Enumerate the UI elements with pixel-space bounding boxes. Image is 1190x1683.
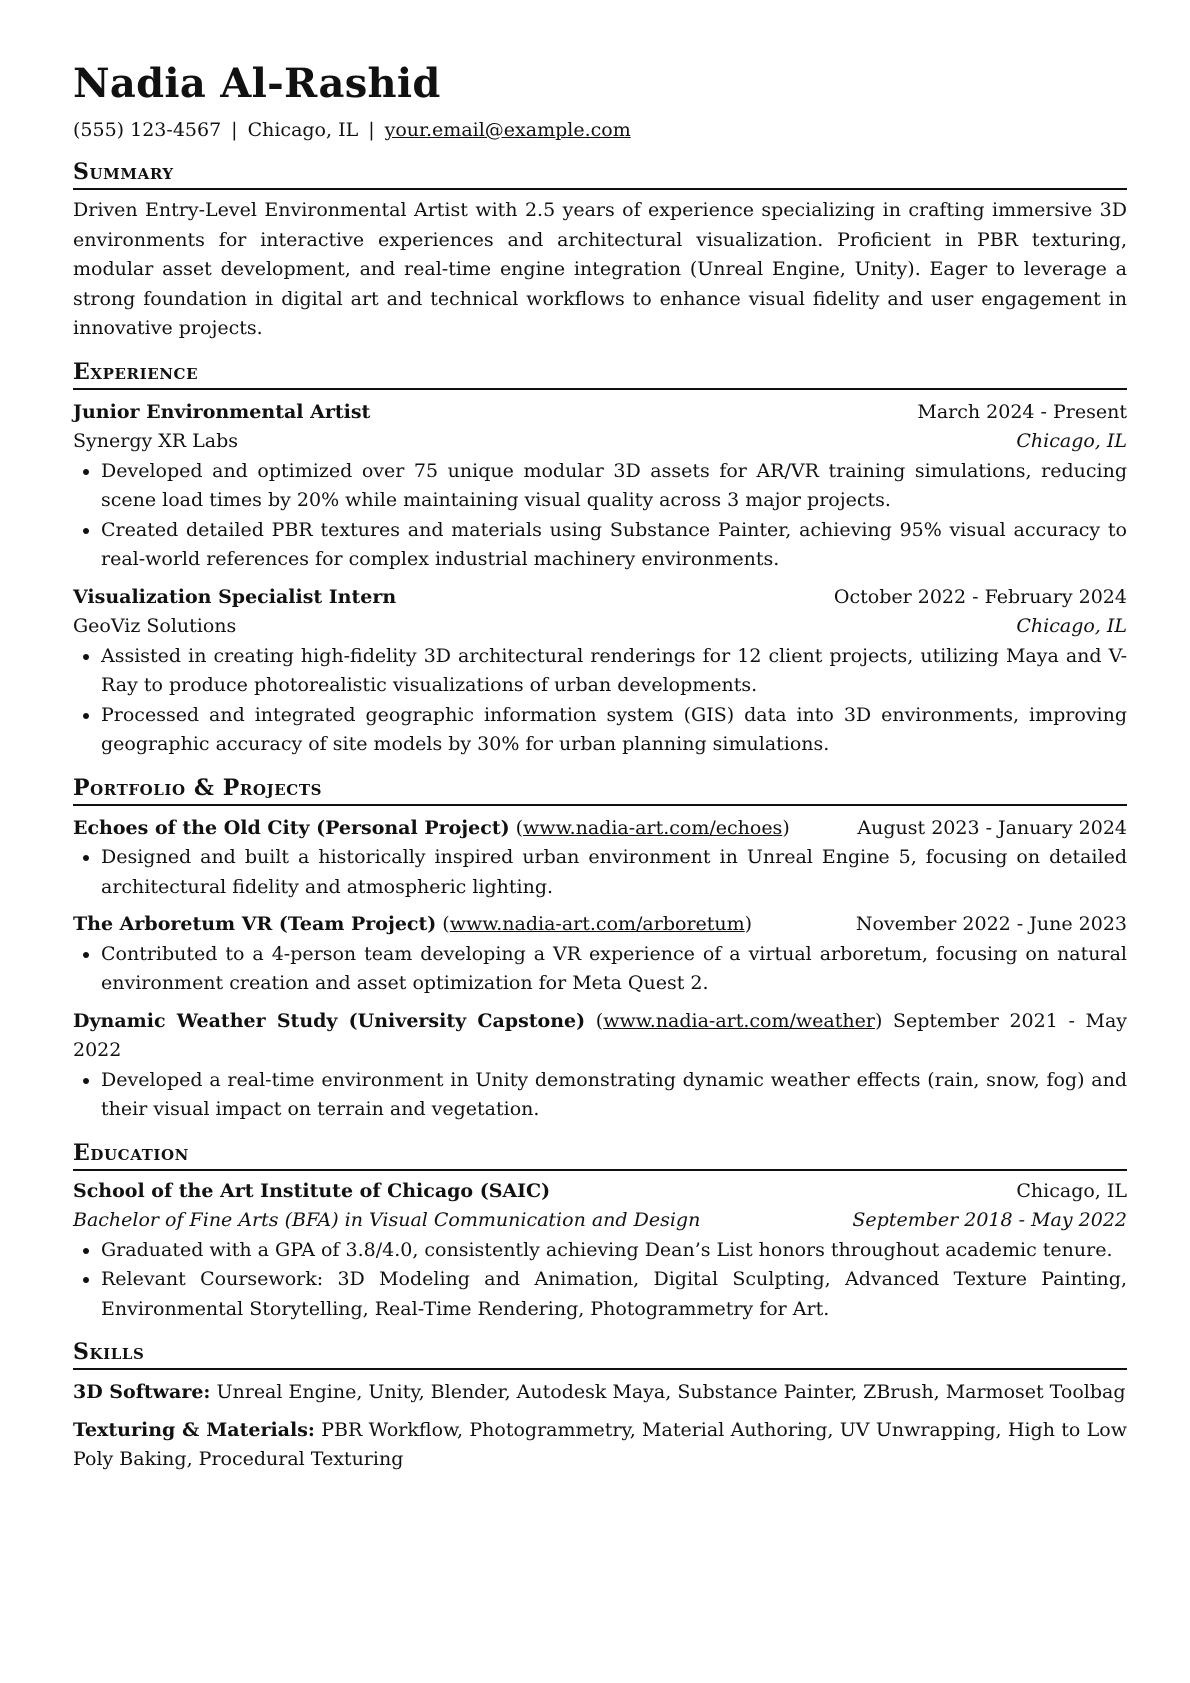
- project-bullets: [73, 843, 1127, 902]
- project-entry: The Arboretum VR (Team Project) (www.nadia-art.com/arboretum) November 2022 - June 2023 • Contributed to a 4-person team developing a VR experience of a virtual arboretum, focusing on natural environment creation and asset optimization for Meta Quest 2.: [73, 910, 1127, 999]
- bullet: • Processed and integrated geographic information system (GIS) data into 3D environments, improving geographic accuracy of site models by 30% for urban planning simulations.: [101, 701, 1127, 760]
- project-name: Dynamic Weather Study (University Capstone): [73, 1009, 586, 1032]
- section-title-education: Education: [73, 1139, 1127, 1171]
- bullet: • Designed and built a historically inspired urban environment in Unreal Engine 5, focusing on detailed architectural fidelity and atmospheric lighting.: [101, 843, 1127, 902]
- project-bullets: [73, 940, 1127, 999]
- project-entry: Dynamic Weather Study (University Capstone) (www.nadia-art.com/weather) September 2021 - May 2022 • Developed a real-time environment in Unity demonstrating dynamic weather effects (rain, snow, fog) and their visual impact on terrain and vegetation.: [73, 1007, 1127, 1125]
- education-dates: September 2018 - May 2022: [852, 1209, 1127, 1231]
- job-role: Visualization Specialist Intern: [73, 585, 397, 608]
- section-title-experience: Experience: [73, 358, 1127, 390]
- project-name: Echoes of the Old City (Personal Project): [73, 816, 510, 839]
- project-entry: Echoes of the Old City (Personal Project) (www.nadia-art.com/echoes) August 2023 - January 2024 • Designed and built a historically inspired urban environment in Unreal Engine 5, focusing on detailed architectural fidelity and atmospheric lighting.: [73, 814, 1127, 903]
- job-company: GeoViz Solutions: [73, 615, 237, 637]
- location: Chicago, IL: [247, 119, 359, 141]
- job-location: Chicago, IL: [1016, 430, 1127, 452]
- job-bullets: [73, 642, 1127, 760]
- project-link[interactable]: www.nadia-art.com/weather: [603, 1009, 875, 1032]
- project-bullets: [73, 1066, 1127, 1125]
- skill-group: [73, 1416, 1127, 1475]
- bullet: • Developed a real-time environment in Unity demonstrating dynamic weather effects (rain, snow, fog) and their visual impact on terrain and vegetation.: [101, 1066, 1127, 1125]
- job-entry: [73, 398, 1127, 575]
- project-name: The Arboretum VR (Team Project): [73, 913, 437, 935]
- job-entry: [73, 583, 1127, 760]
- school-name: School of the Art Institute of Chicago (SAIC): [73, 1179, 551, 1202]
- project-link[interactable]: www.nadia-art.com/arboretum: [449, 913, 745, 935]
- project-link[interactable]: www.nadia-art.com/echoes: [523, 816, 783, 839]
- skill-text: PBR Workflow, Photogrammetry, Material Authoring, UV Unwrapping, High to Low Poly Baking, Procedural Texturing: [73, 1418, 1127, 1470]
- skills-section: [73, 1338, 1127, 1475]
- bullet: • Contributed to a 4-person team developing a VR experience of a virtual arboretum, focusing on natural environment creation and asset optimization for Meta Quest 2.: [101, 940, 1127, 999]
- separator: |: [231, 119, 238, 141]
- summary-text: Driven Entry-Level Environmental Artist with 2.5 years of experience specializing in crafting immersive 3D environments for interactive experiences and architectural visualization. Proficient in PBR texturing, modular asset development, and real-time engine integration (Unreal Engine, Unity). Eager to leverage a strong foundation in digital art and technical workflows to enhance visual fidelity and user engagement in innovative projects.: [73, 199, 1127, 339]
- experience-section: [73, 358, 1127, 760]
- skill-label: Texturing & Materials:: [73, 1418, 315, 1441]
- phone: (555) 123-4567: [73, 119, 222, 141]
- skill-text: Unreal Engine, Unity, Blender, Autodesk Maya, Substance Painter, ZBrush, Marmoset Toolbag: [216, 1381, 1126, 1403]
- bullet: • Developed and optimized over 75 unique modular 3D assets for AR/VR training simulations, reducing scene load times by 20% while maintaining visual quality across 3 major projects.: [101, 457, 1127, 516]
- bullet: • Graduated with a GPA of 3.8/4.0, consistently achieving Dean’s List honors throughout academic tenure.: [101, 1236, 1127, 1266]
- skill-label: 3D Software:: [73, 1381, 211, 1403]
- degree: Bachelor of Fine Arts (BFA) in Visual Communication and Design: [73, 1209, 701, 1231]
- bullet: • Relevant Coursework: 3D Modeling and Animation, Digital Sculpting, Advanced Texture Painting, Environmental Storytelling, Real-Time Rendering, Photogrammetry for Art.: [101, 1265, 1127, 1324]
- bullet: • Assisted in creating high-fidelity 3D architectural renderings for 12 client projects, utilizing Maya and V-Ray to produce photorealistic visualizations of urban developments.: [101, 642, 1127, 701]
- contact-line: [73, 116, 1127, 144]
- skill-group: [73, 1378, 1127, 1408]
- school-location: Chicago, IL: [1016, 1179, 1127, 1202]
- job-location: Chicago, IL: [1016, 615, 1127, 637]
- project-dates: September 2021 - May 2022: [73, 1009, 1128, 1061]
- summary-section: [73, 158, 1127, 344]
- candidate-name: Nadia Al-Rashid: [73, 60, 441, 107]
- project-dates: August 2023 - January 2024: [857, 816, 1127, 839]
- project-dates: November 2022 - June 2023: [855, 913, 1127, 935]
- bullet: • Created detailed PBR textures and materials using Substance Painter, achieving 95% visual accuracy to real-world references for complex industrial machinery environments.: [101, 516, 1127, 575]
- education-bullets: [73, 1236, 1127, 1325]
- job-bullets: [73, 457, 1127, 575]
- resume-page: [73, 58, 1127, 1475]
- job-dates: October 2022 - February 2024: [833, 585, 1127, 608]
- job-company: Synergy XR Labs: [73, 430, 238, 452]
- section-title-summary: Summary: [73, 158, 1127, 190]
- section-title-skills: Skills: [73, 1338, 1127, 1370]
- job-dates: March 2024 - Present: [917, 400, 1127, 423]
- email-link[interactable]: your.email@example.com: [384, 119, 631, 141]
- projects-section: [73, 774, 1127, 1125]
- education-section: [73, 1139, 1127, 1325]
- section-title-projects: Portfolio & Projects: [73, 774, 1127, 806]
- job-role: Junior Environmental Artist: [73, 400, 371, 423]
- separator: |: [368, 119, 375, 141]
